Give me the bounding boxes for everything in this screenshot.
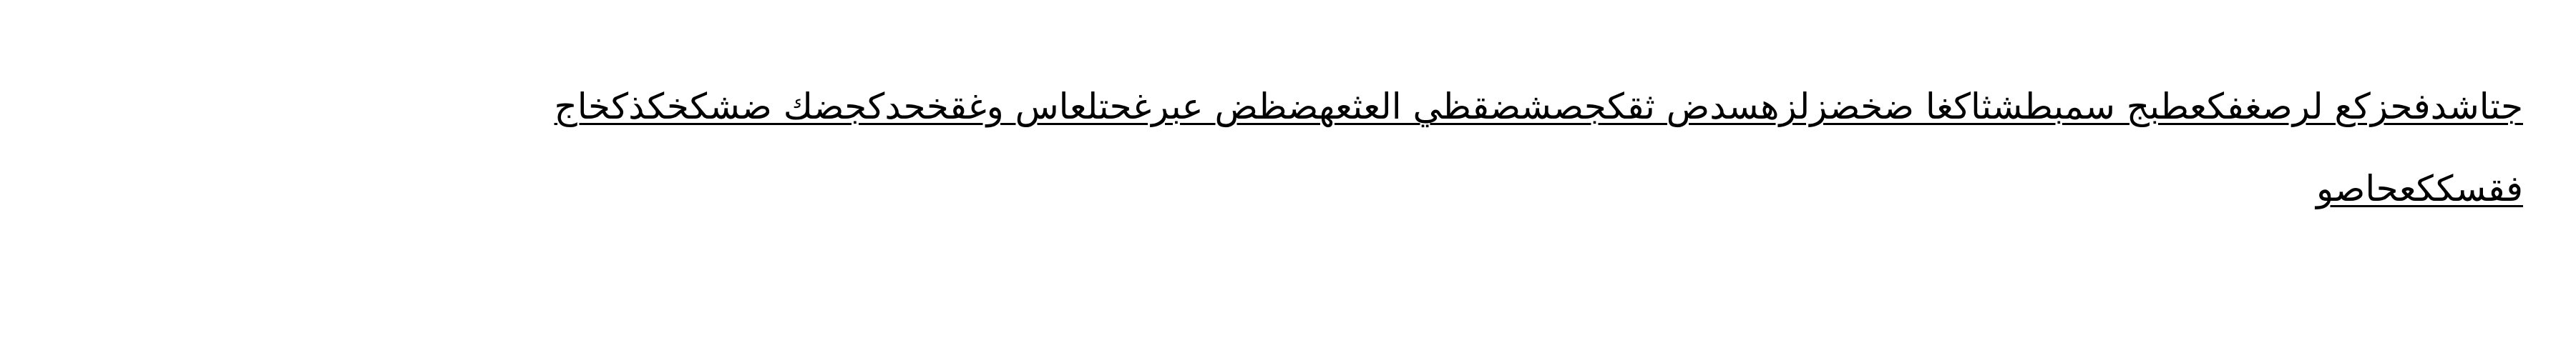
text-line-2: فقسككعحاصو [2316, 168, 2523, 209]
text-block [162, 66, 2523, 230]
text-line-1: جتاشدفحزكع لرصغفكعطبج سمبطشثاكغا ضخضزلزهسدض ثقكجصشضقظي العثعهضظض عبرغحتلعاس وغقخحدكجضك ضشكخكذكخاج [554, 86, 2523, 127]
